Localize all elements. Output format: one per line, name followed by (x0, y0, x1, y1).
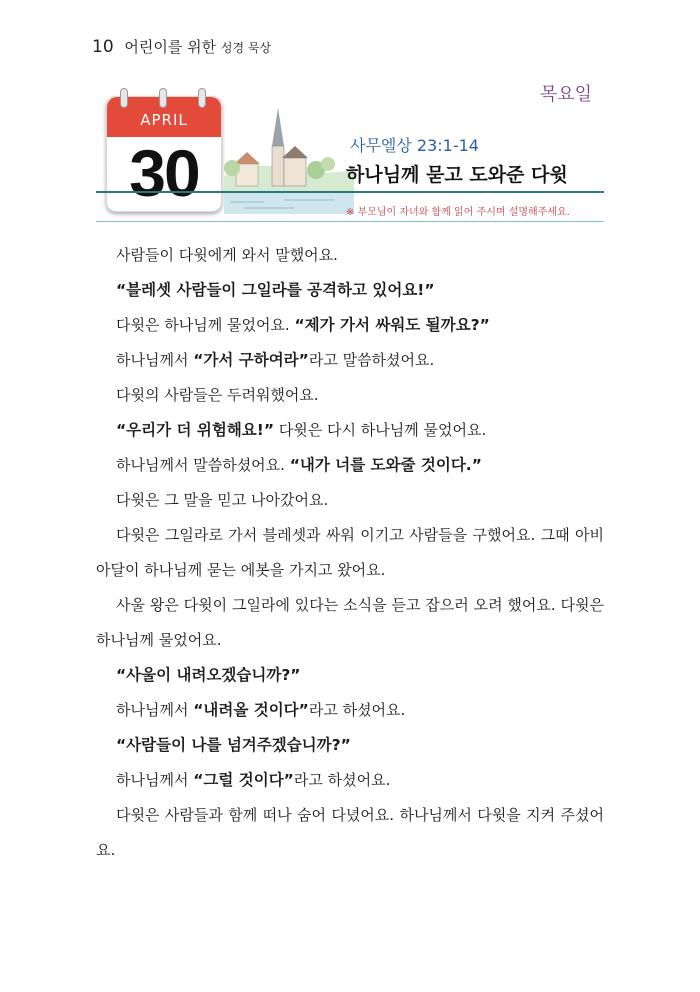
calendar-ring (120, 88, 128, 108)
title-rule (96, 191, 604, 193)
paragraph: 하나님께서 “내려올 것이다”라고 하셨어요. (116, 701, 406, 719)
scripture-reference: 사무엘상 23:1-14 (350, 136, 479, 155)
book-title-small: 성경 묵상 (220, 41, 272, 55)
page-number: 10 (92, 37, 114, 57)
paragraph: 하나님께서 말씀하셨어요. “내가 너를 도와줄 것이다.” (116, 456, 482, 474)
note-rule (96, 221, 604, 222)
paragraph: 다윗의 사람들은 두려워했어요. (116, 386, 319, 404)
lesson-title: 하나님께 묻고 도와준 다윗 (346, 164, 568, 186)
paragraph-quote: “블레셋 사람들이 그일라를 공격하고 있어요!” (116, 281, 435, 299)
paragraph: 다윗은 하나님께 물었어요. “제가 가서 싸워도 될까요?” (116, 316, 490, 334)
calendar-ring (159, 88, 167, 108)
book-title: 어린이를 위한 (124, 38, 217, 56)
paragraph: 하나님께서 “그럴 것이다”라고 하셨어요. (116, 771, 391, 789)
paragraph: 하나님께서 “가서 구하여라”라고 말씀하셨어요. (116, 351, 435, 369)
paragraph-quote: “사람들이 나를 넘겨주겠습니까?” (116, 736, 351, 754)
paragraph: 다윗은 사람들과 함께 떠나 숨어 다녔어요. 하나님께서 다윗을 지켜 주셨어요. (96, 806, 604, 859)
paragraph: 사람들이 다윗에게 와서 말했어요. (116, 246, 338, 264)
paragraph: 다윗은 그 말을 믿고 나아갔어요. (116, 491, 329, 509)
calendar-month: APRIL (107, 97, 221, 137)
paragraph-quote: “사울이 내려오겠습니까?” (116, 666, 301, 684)
parent-note: ※ 부모님이 자녀와 함께 읽어 주시며 설명해주세요. (346, 207, 570, 218)
calendar-date: 30 (129, 136, 199, 210)
paragraph: “우리가 더 위험해요!” 다윗은 다시 하나님께 물었어요. (116, 421, 487, 439)
day-of-week: 목요일 (539, 84, 592, 105)
calendar-ring (198, 88, 206, 108)
running-head (92, 36, 271, 57)
story-body (96, 238, 604, 868)
paragraph: 다윗은 그일라로 가서 블레셋과 싸워 이기고 사람들을 구했어요. 그때 아비아달이 하나님께 묻는 에봇을 가지고 왔어요. (96, 526, 604, 579)
paragraph: 사울 왕은 다윗이 그일라에 있다는 소식을 듣고 잡으러 오려 했어요. 다윗은 하나님께 물었어요. (96, 596, 604, 649)
calendar-page (106, 96, 222, 212)
church-village-illustration (224, 106, 354, 214)
